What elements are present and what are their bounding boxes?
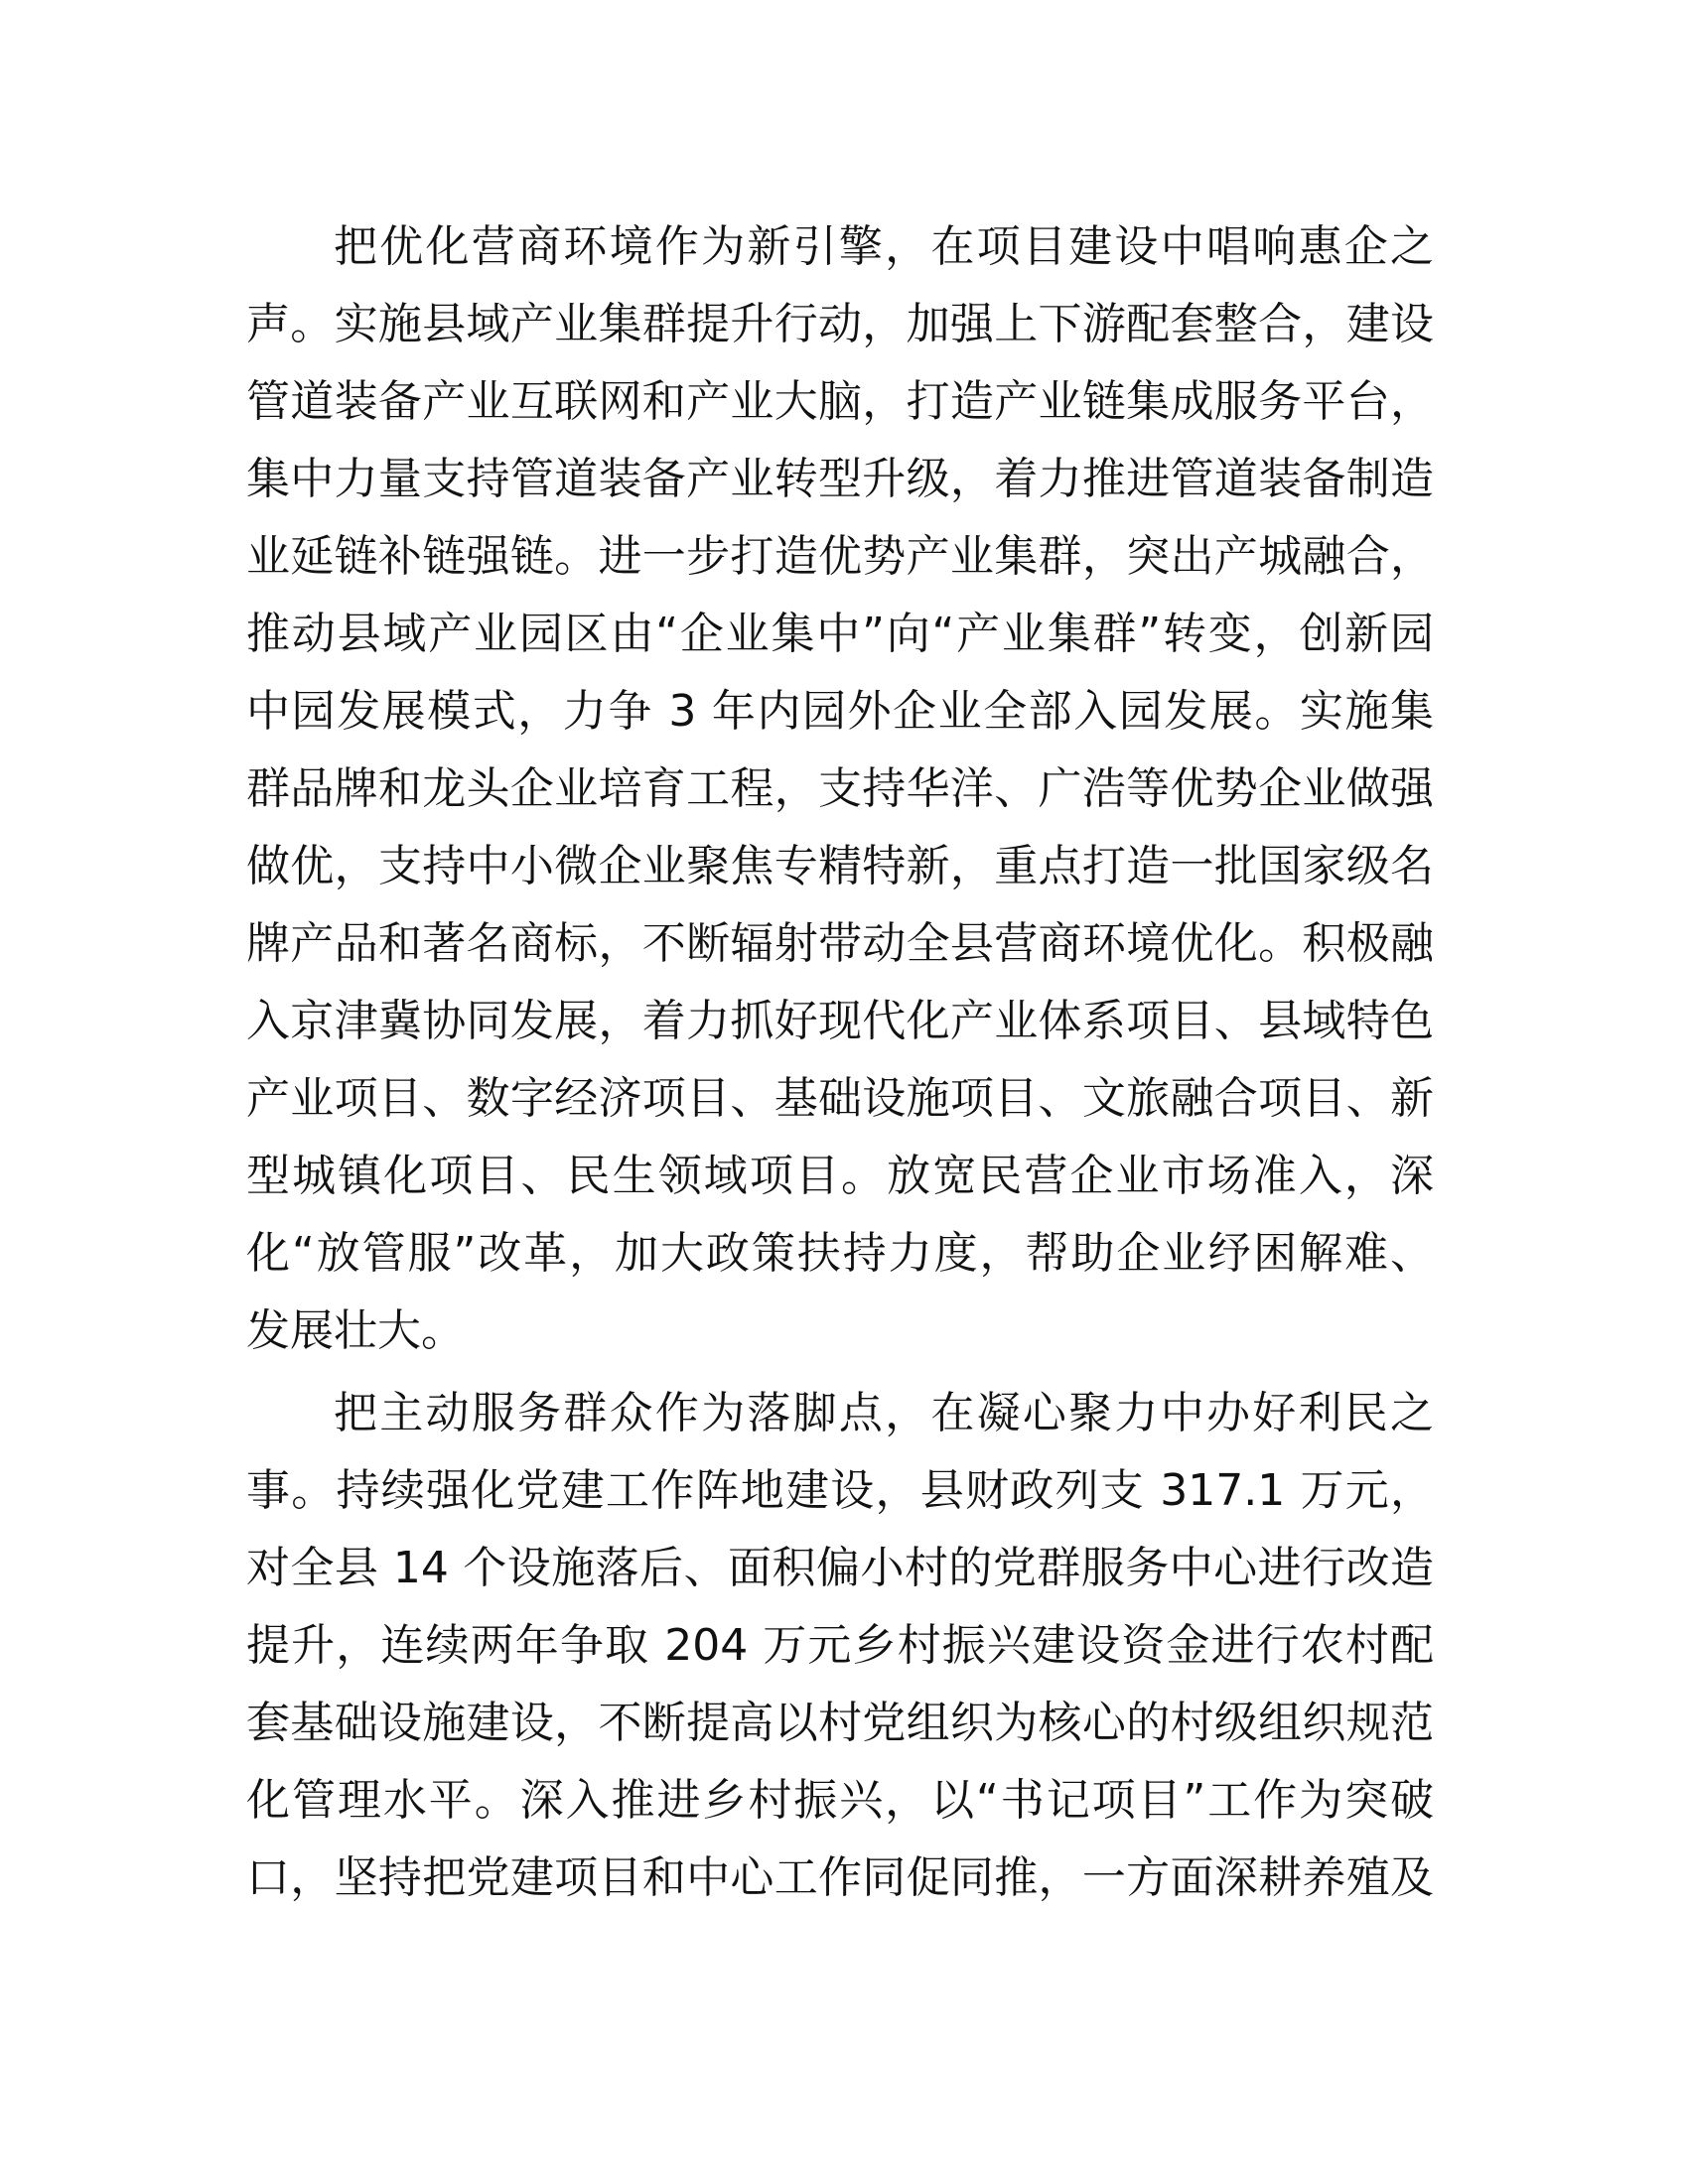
text-line: 产业项目、数字经济项目、基础设施项目、文旅融合项目、新 [246,1073,1434,1124]
text-line: 业延链补链强链。进一步打造优势产业集群，突出产城融合， [246,531,1434,582]
text-line: 声。实施县域产业集群提升行动，加强上下游配套整合，建设 [246,299,1434,349]
text-line: 把主动服务群众作为落脚点，在凝心聚力中办好利民之 [334,1388,1434,1438]
text-line: 对全县 14 个设施落后、面积偏小村的党群服务中心进行改造 [246,1543,1434,1593]
text-line: 套基础设施建设，不断提高以村党组织为核心的村级组织规范 [246,1698,1434,1748]
text-line: 型城镇化项目、民生领域项目。放宽民营企业市场准入，深 [246,1151,1434,1201]
text-line: 发展壮大。 [246,1305,465,1356]
text-line: 化“放管服”改革，加大政策扶持力度，帮助企业纾困解难、 [246,1228,1434,1279]
paragraph-business-environment [246,208,1434,1370]
text-line: 入京津冀协同发展，着力抓好现代化产业体系项目、县域特色 [246,996,1434,1046]
text-line: 推动县域产业园区由“企业集中”向“产业集群”转变，创新园 [246,609,1434,659]
text-line: 化管理水平。深入推进乡村振兴，以“书记项目”工作为突破 [246,1775,1434,1826]
text-line: 中园发展模式，力争 3 年内园外企业全部入园发展。实施集 [246,686,1434,737]
paragraph-serving-the-people [246,1375,1434,1917]
text-line: 口，坚持把党建项目和中心工作同促同推，一方面深耕养殖及 [246,1852,1434,1903]
text-line: 做优，支持中小微企业聚焦专精特新，重点打造一批国家级名 [246,841,1434,891]
text-line: 把优化营商环境作为新引擎，在项目建设中唱响惠企之 [334,221,1434,272]
text-line: 牌产品和著名商标，不断辐射带动全县营商环境优化。积极融 [246,918,1434,969]
text-line: 管道装备产业互联网和产业大脑，打造产业链集成服务平台， [246,376,1434,427]
text-line: 事。持续强化党建工作阵地建设，县财政列支 317.1 万元， [246,1465,1434,1516]
text-line: 提升，连续两年争取 204 万元乡村振兴建设资金进行农村配 [246,1620,1434,1671]
text-line: 群品牌和龙头企业培育工程，支持华洋、广浩等优势企业做强 [246,763,1434,814]
text-line: 集中力量支持管道装备产业转型升级，着力推进管道装备制造 [246,454,1434,504]
